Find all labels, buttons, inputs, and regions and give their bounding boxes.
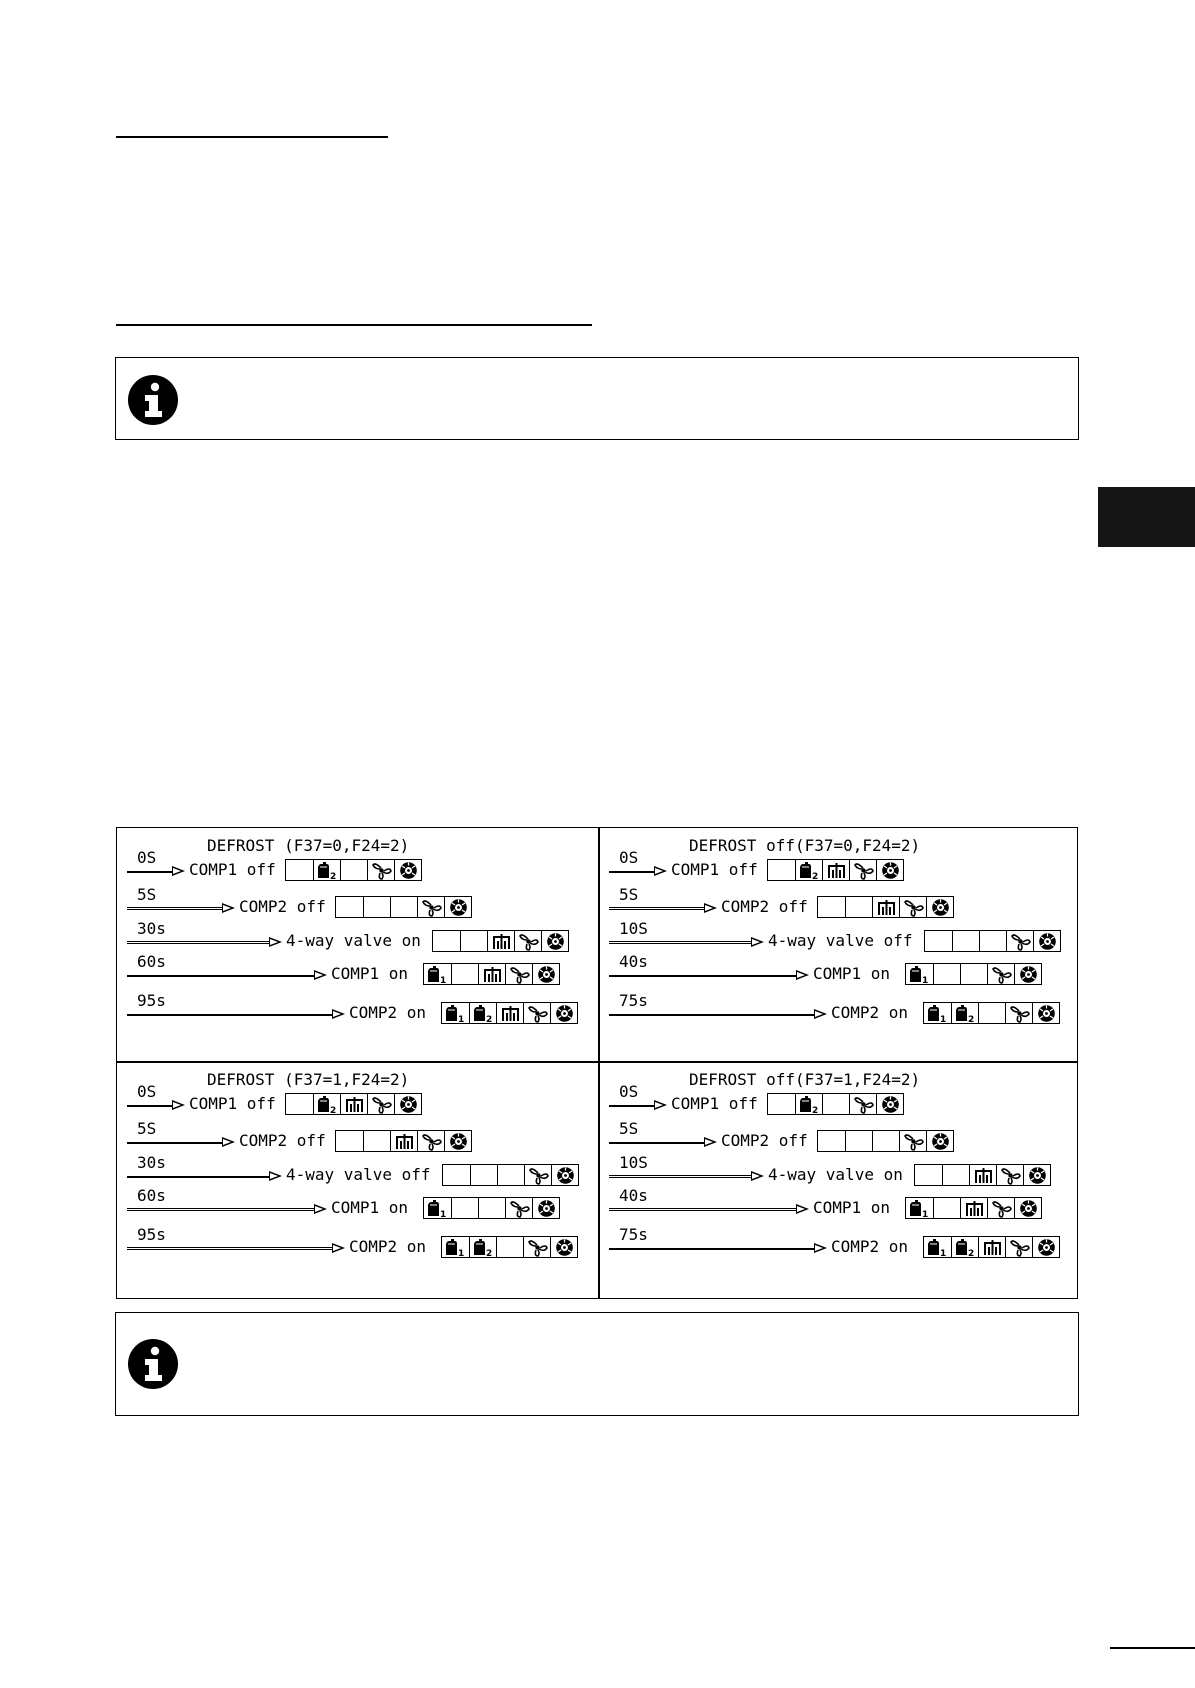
info-icon bbox=[127, 374, 179, 426]
step-action: COMP1 on bbox=[331, 964, 409, 983]
step-arrow bbox=[127, 1208, 327, 1211]
heading-2-underline bbox=[116, 324, 592, 326]
step-arrow bbox=[127, 1175, 282, 1178]
empty-cell bbox=[845, 1131, 872, 1151]
step-arrow bbox=[609, 1208, 809, 1211]
pump-icon bbox=[444, 897, 471, 917]
panel-title: DEFROST (F37=1,F24=2) bbox=[207, 1070, 410, 1089]
status-indicator-row bbox=[441, 1236, 578, 1258]
fan-icon bbox=[514, 931, 541, 951]
empty-cell bbox=[286, 1094, 313, 1114]
empty-cell bbox=[818, 897, 845, 917]
four-way-valve-icon bbox=[496, 1003, 523, 1023]
step-action: 4-way valve on bbox=[768, 1165, 903, 1184]
fan-icon bbox=[524, 1165, 551, 1185]
pump-icon bbox=[876, 1094, 903, 1114]
step-arrow bbox=[127, 870, 185, 873]
step-arrow bbox=[127, 974, 327, 977]
panel-4 bbox=[599, 1062, 1079, 1295]
step-action: COMP2 off bbox=[239, 897, 326, 916]
step-action: COMP2 on bbox=[831, 1237, 909, 1256]
empty-cell bbox=[336, 1131, 363, 1151]
pump-icon bbox=[1033, 931, 1060, 951]
pump-icon bbox=[394, 1094, 421, 1114]
pump-icon bbox=[532, 1198, 559, 1218]
empty-cell bbox=[451, 1198, 478, 1218]
step-action: COMP2 off bbox=[239, 1131, 326, 1150]
step-arrow bbox=[127, 941, 282, 944]
empty-cell bbox=[942, 1165, 969, 1185]
status-indicator-row bbox=[767, 859, 904, 881]
step-action: 4-way valve off bbox=[286, 1165, 431, 1184]
status-indicator-row bbox=[817, 1130, 954, 1152]
comp1-icon bbox=[906, 1198, 933, 1218]
four-way-valve-icon bbox=[822, 860, 849, 880]
step-action: 4-way valve off bbox=[768, 931, 913, 950]
svg-text:1: 1 bbox=[458, 1248, 465, 1257]
pump-icon bbox=[876, 860, 903, 880]
svg-text:2: 2 bbox=[329, 871, 336, 880]
comp2-icon bbox=[313, 1094, 340, 1114]
empty-cell bbox=[978, 1003, 1005, 1023]
four-way-valve-icon bbox=[872, 897, 899, 917]
status-indicator-row bbox=[441, 1002, 578, 1024]
step-arrow bbox=[127, 907, 235, 910]
fan-icon bbox=[417, 1131, 444, 1151]
fan-icon bbox=[987, 1198, 1014, 1218]
step-action: COMP2 on bbox=[831, 1003, 909, 1022]
pump-icon bbox=[926, 1131, 953, 1151]
step-action: COMP1 off bbox=[671, 860, 758, 879]
empty-cell bbox=[443, 1165, 470, 1185]
step-time: 75s bbox=[619, 991, 648, 1010]
step-action: COMP2 off bbox=[721, 1131, 808, 1150]
svg-text:2: 2 bbox=[811, 871, 818, 880]
info-icon bbox=[127, 1338, 179, 1390]
four-way-valve-icon bbox=[478, 964, 505, 984]
panel-1 bbox=[117, 828, 597, 1061]
step-arrow bbox=[609, 1141, 717, 1144]
step-arrow bbox=[127, 1141, 235, 1144]
four-way-valve-icon bbox=[390, 1131, 417, 1151]
step-action: COMP1 on bbox=[813, 1198, 891, 1217]
empty-cell bbox=[818, 1131, 845, 1151]
svg-text:1: 1 bbox=[440, 1209, 447, 1218]
empty-cell bbox=[497, 1165, 524, 1185]
heading-1-underline bbox=[116, 136, 388, 138]
pump-icon bbox=[551, 1165, 578, 1185]
svg-text:1: 1 bbox=[940, 1014, 947, 1023]
empty-cell bbox=[286, 860, 313, 880]
pump-icon bbox=[1014, 964, 1041, 984]
step-time: 95s bbox=[137, 1225, 166, 1244]
pump-icon bbox=[1032, 1237, 1059, 1257]
pump-icon bbox=[394, 860, 421, 880]
step-arrow bbox=[609, 974, 809, 977]
status-indicator-row bbox=[432, 930, 569, 952]
fan-icon bbox=[1006, 931, 1033, 951]
pump-icon bbox=[444, 1131, 471, 1151]
section-tab bbox=[1098, 487, 1195, 547]
empty-cell bbox=[915, 1165, 942, 1185]
panel-title: DEFROST (F37=0,F24=2) bbox=[207, 836, 410, 855]
pump-icon bbox=[926, 897, 953, 917]
svg-text:2: 2 bbox=[967, 1248, 974, 1257]
fan-icon bbox=[523, 1237, 550, 1257]
empty-cell bbox=[363, 1131, 390, 1151]
empty-cell bbox=[925, 931, 952, 951]
status-indicator-row bbox=[285, 859, 422, 881]
step-time: 0S bbox=[619, 1082, 639, 1101]
fan-icon bbox=[996, 1165, 1023, 1185]
empty-cell bbox=[460, 931, 487, 951]
empty-cell bbox=[451, 964, 478, 984]
step-arrow bbox=[609, 1013, 827, 1016]
comp2-icon bbox=[951, 1003, 978, 1023]
status-indicator-row bbox=[285, 1093, 422, 1115]
svg-text:2: 2 bbox=[967, 1014, 974, 1023]
step-time: 5S bbox=[137, 1119, 157, 1138]
step-action: COMP1 off bbox=[189, 1094, 276, 1113]
step-action: 4-way valve on bbox=[286, 931, 421, 950]
fan-icon bbox=[1005, 1237, 1032, 1257]
step-action: COMP1 off bbox=[189, 860, 276, 879]
svg-text:1: 1 bbox=[440, 975, 447, 984]
comp1-icon bbox=[924, 1003, 951, 1023]
defrost-sequence-diagram bbox=[116, 827, 1078, 1299]
fan-icon bbox=[899, 897, 926, 917]
status-indicator-row bbox=[423, 963, 560, 985]
step-arrow bbox=[127, 1247, 345, 1250]
empty-cell bbox=[933, 964, 960, 984]
page-footer-rule bbox=[1110, 1647, 1195, 1649]
svg-text:2: 2 bbox=[329, 1105, 336, 1114]
status-indicator-row bbox=[914, 1164, 1051, 1186]
step-time: 5S bbox=[619, 885, 639, 904]
svg-text:2: 2 bbox=[485, 1248, 492, 1257]
fan-icon bbox=[849, 1094, 876, 1114]
info-note-1 bbox=[115, 357, 1079, 440]
step-time: 60s bbox=[137, 1186, 166, 1205]
svg-text:1: 1 bbox=[940, 1248, 947, 1257]
comp2-icon bbox=[795, 860, 822, 880]
step-arrow bbox=[609, 941, 764, 944]
empty-cell bbox=[336, 897, 363, 917]
empty-cell bbox=[872, 1131, 899, 1151]
step-time: 40s bbox=[619, 952, 648, 971]
fan-icon bbox=[987, 964, 1014, 984]
status-indicator-row bbox=[767, 1093, 904, 1115]
step-action: COMP2 on bbox=[349, 1003, 427, 1022]
pump-icon bbox=[550, 1003, 577, 1023]
pump-icon bbox=[1032, 1003, 1059, 1023]
comp2-icon bbox=[469, 1003, 496, 1023]
empty-cell bbox=[822, 1094, 849, 1114]
fan-icon bbox=[417, 897, 444, 917]
svg-text:1: 1 bbox=[458, 1014, 465, 1023]
status-indicator-row bbox=[923, 1002, 1060, 1024]
pump-icon bbox=[1023, 1165, 1050, 1185]
comp1-icon bbox=[442, 1237, 469, 1257]
comp1-icon bbox=[442, 1003, 469, 1023]
step-action: COMP1 off bbox=[671, 1094, 758, 1113]
pump-icon bbox=[541, 931, 568, 951]
step-arrow bbox=[127, 1013, 345, 1016]
empty-cell bbox=[340, 860, 367, 880]
empty-cell bbox=[960, 964, 987, 984]
step-time: 10S bbox=[619, 919, 648, 938]
pump-icon bbox=[532, 964, 559, 984]
status-indicator-row bbox=[423, 1197, 560, 1219]
empty-cell bbox=[768, 860, 795, 880]
svg-text:1: 1 bbox=[922, 975, 929, 984]
comp2-icon bbox=[795, 1094, 822, 1114]
comp2-icon bbox=[951, 1237, 978, 1257]
comp2-icon bbox=[313, 860, 340, 880]
step-arrow bbox=[609, 1175, 764, 1178]
svg-text:2: 2 bbox=[811, 1105, 818, 1114]
comp2-icon bbox=[469, 1237, 496, 1257]
step-arrow bbox=[609, 907, 717, 910]
panel-3 bbox=[117, 1062, 597, 1295]
empty-cell bbox=[363, 897, 390, 917]
empty-cell bbox=[933, 1198, 960, 1218]
comp1-icon bbox=[424, 964, 451, 984]
four-way-valve-icon bbox=[960, 1198, 987, 1218]
step-arrow bbox=[609, 870, 667, 873]
panel-title: DEFROST off(F37=1,F24=2) bbox=[689, 1070, 921, 1089]
empty-cell bbox=[390, 897, 417, 917]
fan-icon bbox=[505, 964, 532, 984]
status-indicator-row bbox=[442, 1164, 579, 1186]
comp1-icon bbox=[906, 964, 933, 984]
step-time: 0S bbox=[619, 848, 639, 867]
four-way-valve-icon bbox=[487, 931, 514, 951]
empty-cell bbox=[768, 1094, 795, 1114]
fan-icon bbox=[1005, 1003, 1032, 1023]
panel-2 bbox=[599, 828, 1079, 1061]
step-time: 5S bbox=[137, 885, 157, 904]
comp1-icon bbox=[424, 1198, 451, 1218]
fan-icon bbox=[367, 1094, 394, 1114]
step-time: 75s bbox=[619, 1225, 648, 1244]
step-time: 95s bbox=[137, 991, 166, 1010]
four-way-valve-icon bbox=[340, 1094, 367, 1114]
status-indicator-row bbox=[905, 963, 1042, 985]
status-indicator-row bbox=[905, 1197, 1042, 1219]
step-action: COMP2 on bbox=[349, 1237, 427, 1256]
step-arrow bbox=[609, 1104, 667, 1107]
step-action: COMP2 off bbox=[721, 897, 808, 916]
fan-icon bbox=[367, 860, 394, 880]
status-indicator-row bbox=[923, 1236, 1060, 1258]
step-action: COMP1 on bbox=[813, 964, 891, 983]
info-note-2 bbox=[115, 1312, 1079, 1416]
pump-icon bbox=[550, 1237, 577, 1257]
svg-text:2: 2 bbox=[485, 1014, 492, 1023]
pump-icon bbox=[1014, 1198, 1041, 1218]
status-indicator-row bbox=[817, 896, 954, 918]
empty-cell bbox=[496, 1237, 523, 1257]
empty-cell bbox=[478, 1198, 505, 1218]
status-indicator-row bbox=[335, 896, 472, 918]
step-time: 0S bbox=[137, 848, 157, 867]
four-way-valve-icon bbox=[969, 1165, 996, 1185]
svg-text:1: 1 bbox=[922, 1209, 929, 1218]
step-time: 40s bbox=[619, 1186, 648, 1205]
comp1-icon bbox=[924, 1237, 951, 1257]
status-indicator-row bbox=[335, 1130, 472, 1152]
four-way-valve-icon bbox=[978, 1237, 1005, 1257]
step-arrow bbox=[609, 1247, 827, 1250]
step-time: 60s bbox=[137, 952, 166, 971]
fan-icon bbox=[849, 860, 876, 880]
empty-cell bbox=[952, 931, 979, 951]
empty-cell bbox=[845, 897, 872, 917]
step-time: 0S bbox=[137, 1082, 157, 1101]
step-time: 30s bbox=[137, 919, 166, 938]
step-time: 5S bbox=[619, 1119, 639, 1138]
empty-cell bbox=[979, 931, 1006, 951]
empty-cell bbox=[470, 1165, 497, 1185]
step-arrow bbox=[127, 1104, 185, 1107]
step-action: COMP1 on bbox=[331, 1198, 409, 1217]
fan-icon bbox=[505, 1198, 532, 1218]
empty-cell bbox=[433, 931, 460, 951]
step-time: 30s bbox=[137, 1153, 166, 1172]
fan-icon bbox=[899, 1131, 926, 1151]
fan-icon bbox=[523, 1003, 550, 1023]
status-indicator-row bbox=[924, 930, 1061, 952]
panel-title: DEFROST off(F37=0,F24=2) bbox=[689, 836, 921, 855]
step-time: 10S bbox=[619, 1153, 648, 1172]
